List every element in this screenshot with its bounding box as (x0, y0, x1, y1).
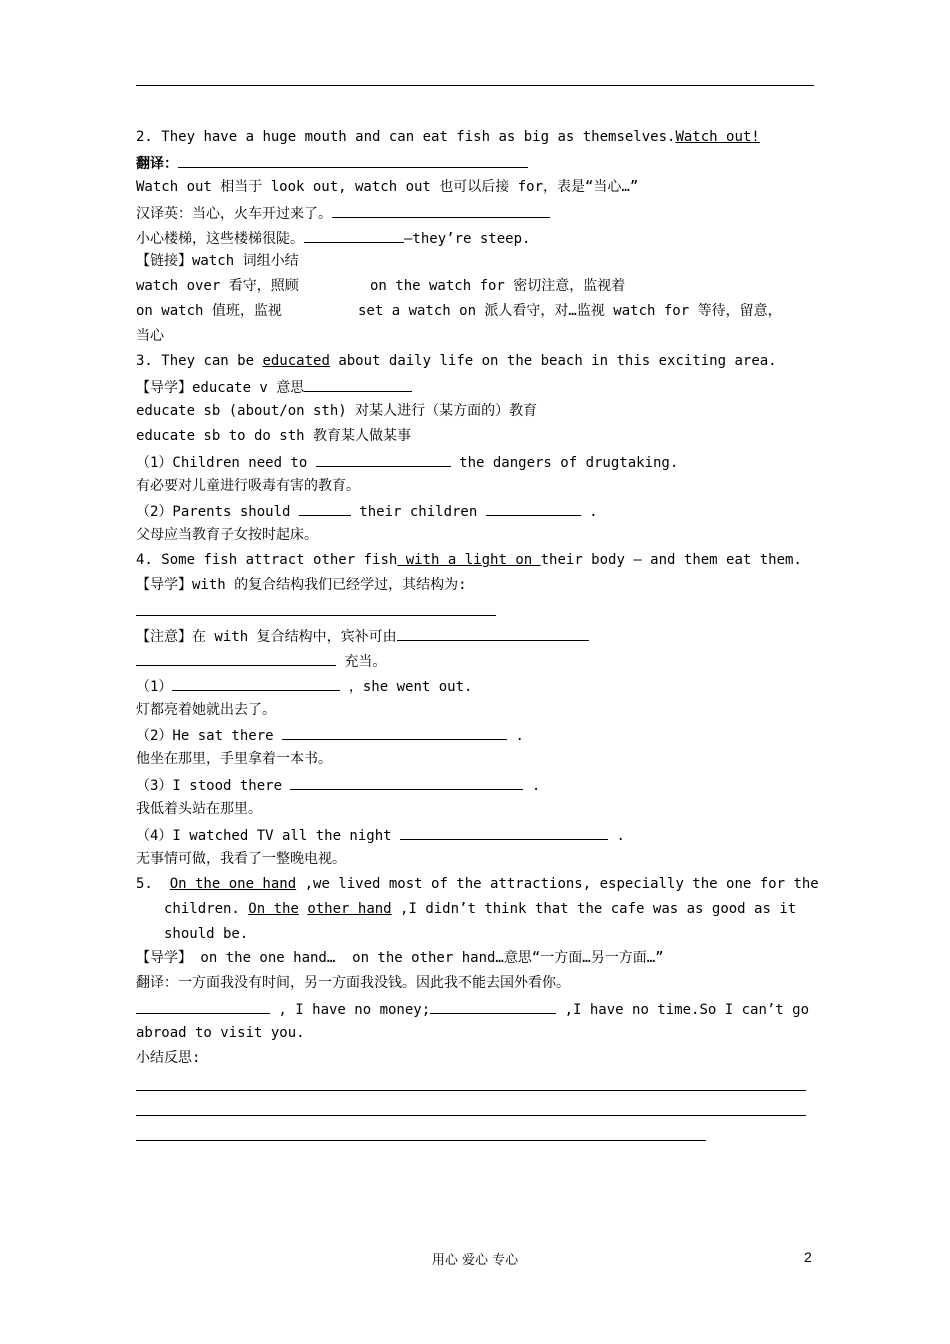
answer-blank[interactable] (486, 500, 581, 516)
item-5-translate: 翻译：一方面我没有时间，另一方面我没钱。因此我不能去国外看你。 (136, 975, 570, 991)
item-4-guide: 【导学】with 的复合结构我们已经学过，其结构为: (136, 577, 467, 593)
item-3-guide (136, 376, 412, 398)
item-5-line-3: should be. (164, 926, 249, 942)
item-3-q1 (136, 451, 678, 473)
item-number: 5. (136, 876, 153, 892)
page-number: 2 (804, 1249, 812, 1265)
summary-label: 小结反思: (136, 1050, 201, 1066)
note-text: 【注意】在 with 复合结构中，宾补可由 (136, 629, 397, 645)
item-3-sentence (136, 351, 777, 371)
item-4-note-1 (136, 625, 589, 647)
sentence-text: Some fish attract other fish (161, 552, 398, 568)
answer-blank[interactable] (290, 774, 523, 790)
item-5-answer (136, 998, 809, 1020)
note-text: 充当。 (336, 654, 387, 670)
question-text: the dangers of drugtaking. (450, 455, 679, 471)
answer-blank[interactable] (136, 998, 270, 1014)
answer-blank[interactable] (282, 724, 507, 740)
question-text: . (608, 828, 625, 844)
answer-blank[interactable] (136, 650, 336, 666)
summary-line-2[interactable] (136, 1115, 806, 1116)
item-4-sentence (136, 550, 802, 570)
item-2-ex1 (136, 202, 550, 224)
item-2-link-label: 【链接】watch 词组小结 (136, 253, 299, 269)
question-text: （1） (136, 679, 173, 695)
sentence-text: about daily life on the beach in this exciting area. (329, 353, 777, 369)
item-4-q4-cn: 无事情可做，我看了一整晚电视。 (136, 851, 346, 867)
question-text: （2）He sat there (136, 728, 283, 744)
question-text: . (523, 778, 541, 794)
phrase-entry: set a watch on 派人看守，对…监视 watch for 等待，留意， (358, 303, 782, 319)
page-footer: 用心 爱心 专心 (431, 1253, 519, 1268)
sentence-text: They have a huge mouth and can eat fish as big as themselves. (161, 129, 676, 145)
sentence-text: children. (164, 901, 249, 917)
item-5-answer-cont: abroad to visit you. (136, 1025, 305, 1041)
header-rule (136, 85, 814, 86)
item-5-line-1 (136, 874, 819, 894)
item-3-pattern-2: educate sb to do sth 教育某人做某事 (136, 428, 412, 444)
item-2-link-row3: 当心 (136, 328, 164, 344)
translate-label: 翻译： (136, 156, 178, 172)
guide-text: 【导学】educate v 意思 (136, 380, 305, 396)
item-3-pattern-1: educate sb (about/on sth) 对某人进行（某方面的）教育 (136, 403, 538, 419)
highlight-phrase: other hand (307, 901, 392, 917)
highlight-word: educated (262, 353, 330, 369)
item-2-link-row1 (136, 276, 626, 296)
answer-blank[interactable] (299, 500, 351, 516)
sentence-text: ,we lived most of the attractions, especially the one for the (296, 876, 819, 892)
item-4-structure-blank (136, 600, 496, 622)
question-text: ,I have no time.So I can’t go (556, 1002, 810, 1018)
item-4-q2-cn: 他坐在那里，手里拿着一本书。 (136, 751, 332, 767)
exercise-text: 汉译英：当心，火车开过来了。 (136, 206, 332, 222)
answer-blank[interactable] (304, 227, 404, 243)
answer-blank[interactable] (136, 600, 496, 616)
exercise-text: 小心楼梯，这些楼梯很陡。 (136, 231, 304, 247)
sentence-text: their body – and them eat them. (540, 552, 802, 568)
question-text: （4）I watched TV all the night (136, 828, 401, 844)
answer-blank[interactable] (172, 675, 340, 691)
summary-line-3[interactable] (136, 1140, 706, 1141)
question-text: . (507, 728, 524, 744)
answer-blank[interactable] (332, 202, 550, 218)
question-text: their children (350, 504, 486, 520)
sentence-text: They can be (161, 353, 263, 369)
answer-blank[interactable] (397, 625, 589, 641)
answer-blank[interactable] (178, 152, 528, 168)
answer-blank[interactable] (316, 451, 451, 467)
question-text: . (580, 504, 598, 520)
question-text: , I have no money; (270, 1002, 431, 1018)
item-4-q2 (136, 724, 524, 746)
phrase-entry: on watch 值班，监视 (136, 303, 282, 319)
summary-line-1[interactable] (136, 1090, 806, 1091)
highlight-phrase: On the one hand (169, 876, 297, 892)
exercise-text: —they’re steep. (404, 231, 531, 247)
item-4-note-2 (136, 650, 386, 672)
question-text: （2）Parents should (136, 504, 299, 520)
item-number: 3. (136, 353, 153, 369)
item-2-translate (136, 152, 528, 174)
item-3-q2 (136, 500, 598, 522)
answer-blank[interactable] (430, 998, 556, 1014)
highlight-phrase: Watch out! (675, 129, 760, 145)
item-2-link-row2 (136, 301, 782, 321)
item-4-q1 (136, 675, 472, 697)
phrase-entry: watch over 看守，照顾 (136, 278, 299, 294)
sentence-text: ,I didn’t think that the cafe was as good as it (391, 901, 797, 917)
item-number: 2. (136, 129, 153, 145)
item-2-note: Watch out 相当于 look out, watch out 也可以后接 for，表是“当心…” (136, 179, 639, 195)
item-number: 4. (136, 552, 153, 568)
item-4-q1-cn: 灯都亮着她就出去了。 (136, 702, 276, 718)
item-3-q1-cn: 有必要对儿童进行吸毒有害的教育。 (136, 478, 360, 494)
item-4-q3-cn: 我低着头站在那里。 (136, 801, 262, 817)
item-4-q4 (136, 824, 625, 846)
answer-blank[interactable] (304, 376, 412, 392)
question-text: （3）I stood there (136, 778, 291, 794)
item-5-guide: 【导学】 on the one hand… on the other hand…意思“一方面…另一方面…” (136, 950, 664, 966)
item-5-line-2 (164, 899, 796, 919)
highlight-phrase: with a light on (397, 552, 541, 568)
item-3-q2-cn: 父母应当教育子女按时起床。 (136, 527, 318, 543)
answer-blank[interactable] (400, 824, 608, 840)
item-2-sentence (136, 127, 760, 147)
question-text: ，she went out. (340, 679, 473, 695)
highlight-phrase: On the (248, 901, 299, 917)
question-text: （1）Children need to (136, 455, 316, 471)
item-2-ex2 (136, 227, 530, 249)
item-4-q3 (136, 774, 540, 796)
phrase-entry: on the watch for 密切注意，监视着 (370, 278, 626, 294)
